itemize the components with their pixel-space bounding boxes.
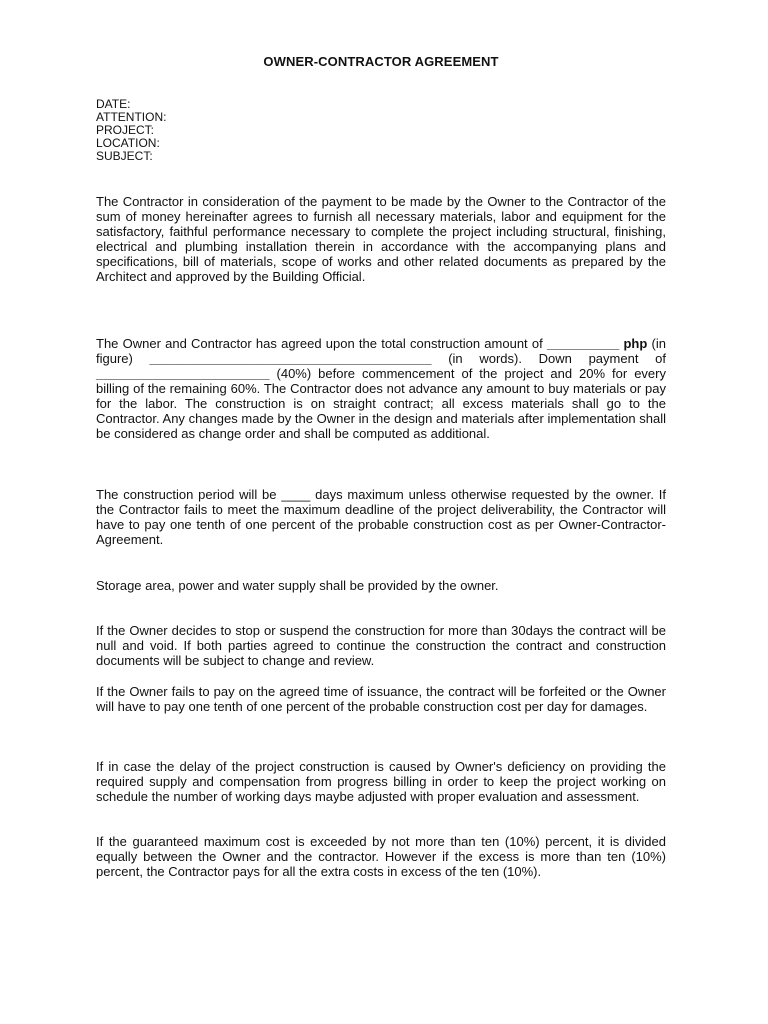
document-title: OWNER-CONTRACTOR AGREEMENT — [263, 54, 499, 69]
amount-text-3: (in words). Down payment of — [448, 351, 666, 366]
amount-text-2: (in figure) — [96, 336, 666, 366]
paragraph-suspension: If the Owner decides to stop or suspend the construction for more than 30days the contract will be null and void. If both parties agreed to continue the construction the contract and construction documents will be subject to change and review. — [96, 623, 666, 668]
amount-text-1: The Owner and Contractor has agreed upon the total construction amount of — [96, 336, 543, 351]
paragraph-scope-of-work: The Contractor in consideration of the payment to be made by the Owner to the Contractor of the sum of money hereinafter agrees to furnish all necessary materials, labor and equipment for the satisfactory, faithful performance necessary to complete the project including structural, finishing, electrical and plumbing installation therein in accordance with the accompanying plans and specifications, bill of materials, scope of works and other related documents as prepared by the Architect and approved by the Building Official. — [96, 194, 666, 284]
paragraph-construction-amount — [96, 336, 666, 441]
date-field-label: DATE: — [96, 97, 131, 111]
downpayment-blank: ________________________ — [96, 366, 270, 381]
paragraph-late-payment: If the Owner fails to pay on the agreed time of issuance, the contract will be forfeited or the Owner will have to pay one tenth of one percent of the probable construction cost per day for damages. — [96, 684, 666, 714]
paragraph-storage-utilities: Storage area, power and water supply shall be provided by the owner. — [96, 578, 499, 593]
currency-php: php — [623, 336, 648, 351]
attention-field-label: ATTENTION: — [96, 110, 167, 124]
amount-words-blank: _______________________________________ — [149, 351, 432, 366]
location-field-label: LOCATION: — [96, 136, 160, 150]
header-fields — [96, 98, 166, 163]
paragraph-cost-overrun: If the guaranteed maximum cost is exceeded by not more than ten (10%) percent, it is divided equally between the Owner and the contractor. However if the excess is more than ten (10%) percent, the Contractor pays for all the extra costs in excess of the ten (10%). — [96, 834, 666, 879]
amount-text-4: (40%) before commencement of the project and 20% for every billing of the remaining 60%. The Contractor does not advance any amount to buy materials or pay for the labor. The construction is on straight contract; all excess materials shall go to the Contractor. Any changes made by the Owner in the design and materials after implementation shall be considered as change order and shall be computed as additional. — [96, 366, 666, 441]
project-field-label: PROJECT: — [96, 123, 155, 137]
paragraph-owner-delay: If in case the delay of the project construction is caused by Owner's deficiency on providing the required supply and compensation from progress billing in order to keep the project working on schedule the number of working days maybe adjusted with proper evaluation and assessment. — [96, 759, 666, 804]
subject-field-label: SUBJECT: — [96, 149, 153, 163]
paragraph-construction-period: The construction period will be ____ days maximum unless otherwise requested by the owner. If the Contractor fails to meet the maximum deadline of the project deliverability, the Contractor will have to pay one tenth of one percent of the probable construction cost as per Owner-Contractor-Agreement. — [96, 487, 666, 547]
amount-figure-blank: __________ — [546, 336, 620, 351]
